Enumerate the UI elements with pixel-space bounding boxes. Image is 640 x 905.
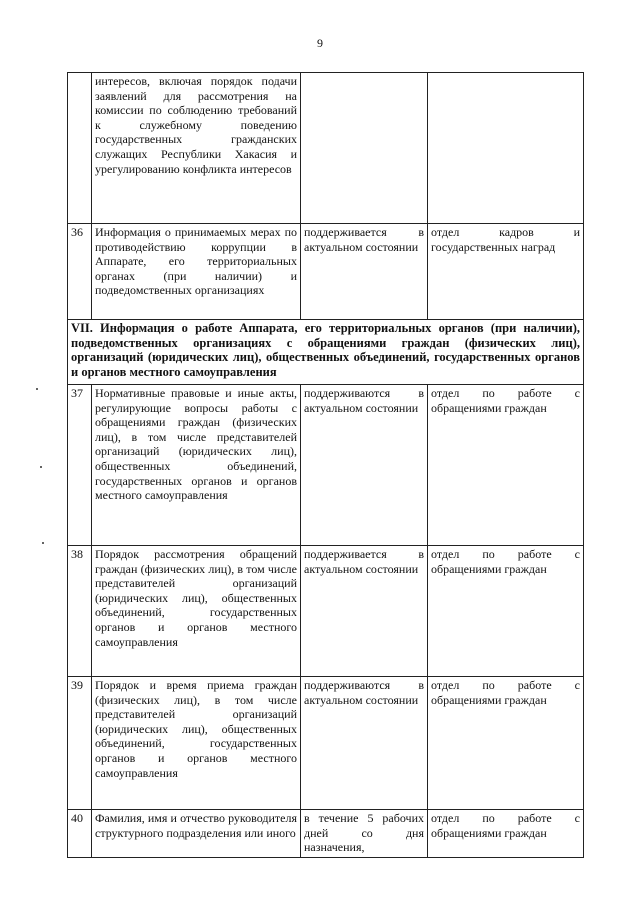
responsible-cell: отдел кадров и государственных наград bbox=[428, 224, 584, 320]
section-heading-row bbox=[68, 320, 584, 385]
info-cell: Порядок и время приема граждан (физических лиц), в том числе представителей организаций (юридических лиц), общественных объединений, государственных органов и органов местного самоуправления bbox=[92, 677, 301, 810]
responsible-cell: отдел по работе с обращениями граждан bbox=[428, 810, 584, 858]
responsible-cell: отдел по работе с обращениями граждан bbox=[428, 546, 584, 677]
table-row bbox=[68, 224, 584, 320]
scan-speck bbox=[40, 466, 42, 468]
table-row bbox=[68, 73, 584, 224]
responsible-cell bbox=[428, 73, 584, 224]
period-cell: поддерживаются в актуальном состоянии bbox=[301, 385, 428, 546]
information-table bbox=[67, 72, 584, 858]
row-number: 39 bbox=[68, 677, 92, 810]
scan-speck bbox=[42, 542, 44, 544]
period-cell: в течение 5 рабочих дней со дня назначения, bbox=[301, 810, 428, 858]
period-cell: поддерживается в актуальном состоянии bbox=[301, 546, 428, 677]
info-cell: интересов, включая порядок подачи заявлений для рассмотрения на комиссии по соблюдению требований к служебному поведению государственных гражданских служащих Республики Хакасия и урегулированию конфликта интересов bbox=[92, 73, 301, 224]
info-cell: Фамилия, имя и отчество руководителя структурного подразделения или иного bbox=[92, 810, 301, 858]
table-row bbox=[68, 677, 584, 810]
period-cell: поддерживаются в актуальном состоянии bbox=[301, 677, 428, 810]
page-number: 9 bbox=[317, 36, 323, 50]
scan-speck bbox=[36, 388, 38, 390]
section-title: VII. Информация о работе Аппарата, его территориальных органов (при наличии), подведомственных организациях с обращениями граждан (физических лиц), организаций (юридических лиц), общественных объединений, государственных органов и органов местного самоуправления bbox=[68, 320, 584, 385]
table-row bbox=[68, 546, 584, 677]
period-cell bbox=[301, 73, 428, 224]
info-cell: Нормативные правовые и иные акты, регулирующие вопросы работы с обращениями граждан (физических лиц), в том числе представителей организаций (юридических лиц), общественных объединений, государственных органов и органов местного самоуправления bbox=[92, 385, 301, 546]
table-row bbox=[68, 385, 584, 546]
row-number: 38 bbox=[68, 546, 92, 677]
responsible-cell: отдел по работе с обращениями граждан bbox=[428, 677, 584, 810]
row-number: 36 bbox=[68, 224, 92, 320]
row-number: 37 bbox=[68, 385, 92, 546]
row-number bbox=[68, 73, 92, 224]
info-cell: Порядок рассмотрения обращений граждан (физических лиц), в том числе представителей организаций (юридических лиц), общественных объединений, государственных органов и органов местного самоуправления bbox=[92, 546, 301, 677]
responsible-cell: отдел по работе с обращениями граждан bbox=[428, 385, 584, 546]
row-number: 40 bbox=[68, 810, 92, 858]
table-row bbox=[68, 810, 584, 858]
period-cell: поддерживается в актуальном состоянии bbox=[301, 224, 428, 320]
info-cell: Информация о принимаемых мерах по противодействию коррупции в Аппарате, его территориальных органах (при наличии) и подведомственных организациях bbox=[92, 224, 301, 320]
